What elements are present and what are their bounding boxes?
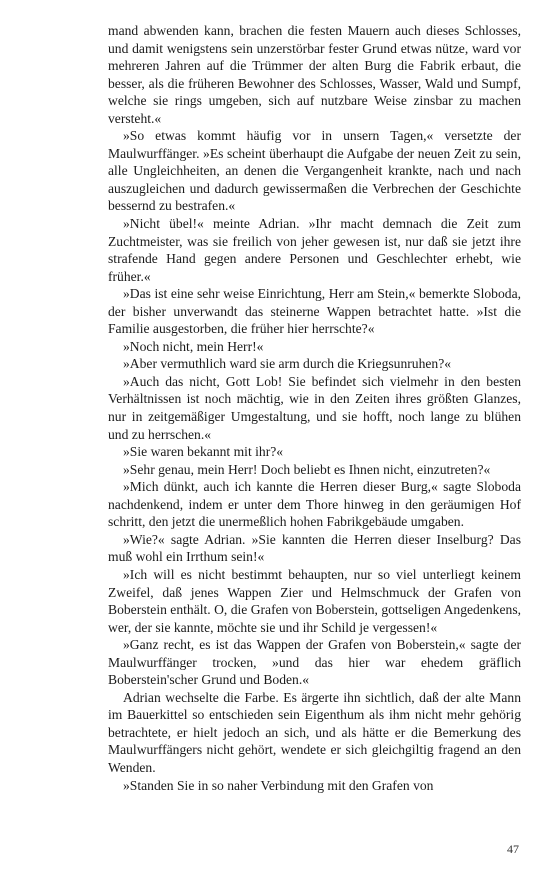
page-number: 47 [507, 842, 519, 856]
paragraph-7: »Auch das nicht, Gott Lob! Sie befindet sich vielmehr in den besten Verhältnissen ist noch mächtig, wie in den Zeiten ihres größten Glanzes, nur in zeitgemäßiger Umgestaltung, und sie hofft, noch lange zu blühen und zu herrschen.« [108, 373, 521, 442]
paragraph-12: »Ich will es nicht bestimmt behaupten, nur so viel unterliegt keinem Zweifel, daß jenes Wappen Zier und Helmschmuck der Grafen von Boberstein enthält. O, die Grafen von Boberstein, gottseligen Angedenkens, wer, der sie kannte, möchte sie und ihr Schild je vergessen!« [108, 566, 522, 635]
paragraph-2: »So etwas kommt häufig vor in unsern Tagen,« versetzte der Maulwurffänger. »Es scheint überhaupt die Aufgabe der neuen Zeit zu sein, alle Ungleichheiten, an denen die Vergangenheit krankte, nach und nach auszugleichen und dadurch gewissermaßen die Verbrechen der Geschichte bessernd zu bestrafen.« [108, 128, 521, 214]
paragraph-13: »Ganz recht, es ist das Wappen der Grafen von Boberstein,« sagte der Maulwurffänger trocken, »und das hier war ehedem gräflich Boberstein'scher Grund und Boden.« [108, 637, 521, 688]
paragraph-11: »Wie?« sagte Adrian. »Sie kannten die Herren dieser Inselburg? Das muß wohl ein Irrthum sein!« [108, 531, 521, 565]
paragraph-10: »Mich dünkt, auch ich kannte die Herren dieser Burg,« sagte Sloboda nachdenkend, indem er unter dem Thore hinweg in den geräumigen Hof schritt, den jetzt die unermeßlich hohen Fabrikgebäude umgaben. [108, 479, 521, 530]
paragraph-6: »Aber vermuthlich ward sie arm durch die Kriegsunruhen?« [123, 356, 452, 372]
paragraph-4: »Das ist eine sehr weise Einrichtung, Herr am Stein,« bemerkte Sloboda, der bisher unverwandt das steinerne Wappen betrachtet hatte. »Ist die Familie ausgestorben, die früher hier herrschte?« [108, 286, 521, 337]
paragraph-1: mand abwenden kann, brachen die festen Mauern auch dieses Schlosses, und damit wenigstens sein unzerstörbar fester Grund etwas nütze, ward vor mehreren Jahren auf die Trümmer der alten Burg die Fabrik erbaut, die besser, als die früheren Bewohner des Schlosses, Wasser, Wald und Sumpf, welche sie rings umgeben, sich auf nutzbare Weise zinsbar zu machen versteht.« [108, 23, 521, 126]
paragraph-14: Adrian wechselte die Farbe. Es ärgerte ihn sichtlich, daß der alte Mann im Bauerkittel so entschieden sein Eigenthum als ihm nicht mehr gehörig betrachtete, er hielt jedoch an sich, und als hätte er die Bemerkung des Maulwurffängers nicht gehört, wendete er sich gleichgiltig fragend an den Wenden. [108, 689, 521, 775]
paragraph-8: »Sie waren bekannt mit ihr?« [123, 444, 284, 460]
paragraph-3: »Nicht übel!« meinte Adrian. »Ihr macht demnach die Zeit zum Zuchtmeister, was sie freilich von jeher gewesen ist, nur daß sie jetzt ihre strafende Hand gegen andere Personen und Geschlechter erhebt, wie früher.« [108, 216, 521, 284]
body-text [108, 22, 521, 794]
paragraph-9: »Sehr genau, mein Herr! Doch beliebt es Ihnen nicht, einzutreten?« [123, 461, 491, 477]
paragraph-5: »Noch nicht, mein Herr!« [123, 338, 264, 354]
paragraph-15: »Standen Sie in so naher Verbindung mit den Grafen von [123, 777, 434, 793]
